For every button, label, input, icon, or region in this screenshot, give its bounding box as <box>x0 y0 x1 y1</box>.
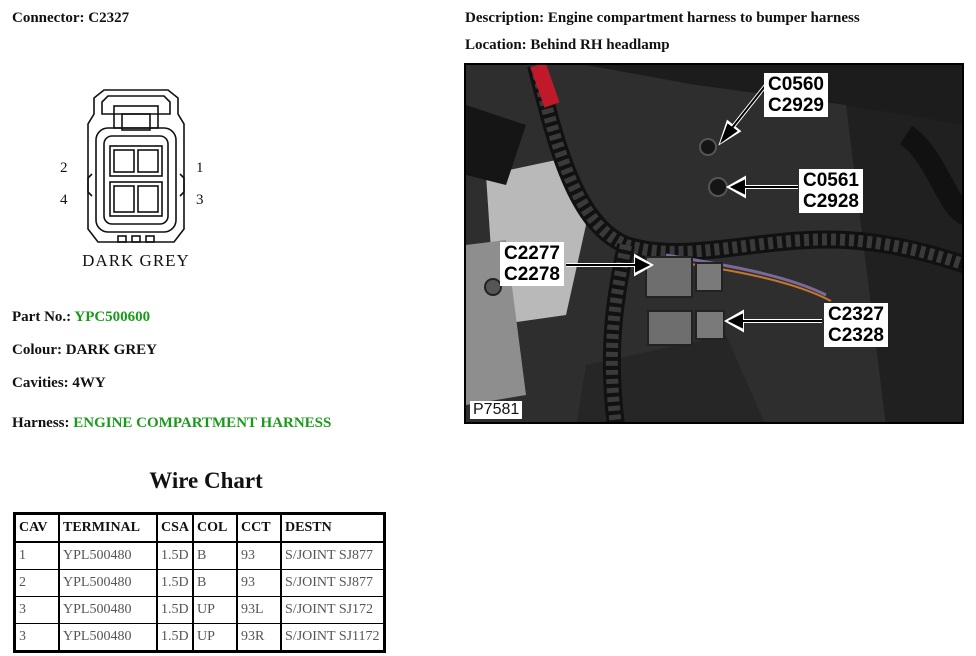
cell-col: UP <box>193 597 237 624</box>
wire-chart-table <box>13 512 386 653</box>
cavities-value: 4WY <box>72 375 106 391</box>
cell-cav: 3 <box>15 597 60 624</box>
cell-col: B <box>193 542 237 570</box>
cell-terminal: YPL500480 <box>59 597 157 624</box>
pin-label-4: 4 <box>60 192 68 208</box>
cell-cav: 3 <box>15 624 60 652</box>
cavities: Cavities: 4WY <box>12 375 106 391</box>
header-cav: CAV <box>15 514 60 543</box>
connector-id: C2327 <box>88 10 130 26</box>
pin-label-3: 3 <box>196 192 204 208</box>
description-value: Engine compartment harness to bumper harness <box>547 10 860 26</box>
diagram-colour-caption: DARK GREY <box>82 251 190 270</box>
connector-diagram <box>56 84 216 274</box>
pin-label-1: 1 <box>196 160 204 176</box>
cell-terminal: YPL500480 <box>59 570 157 597</box>
pin-label-2: 2 <box>60 160 68 176</box>
cell-cav: 1 <box>15 542 60 570</box>
table-row <box>15 570 385 597</box>
part-no-value: YPC500600 <box>74 309 151 325</box>
callout-c2327: C2327 C2328 <box>824 303 888 347</box>
callout-c0561: C0561 C2928 <box>799 169 863 213</box>
wire-chart-title: Wire Chart <box>149 468 263 493</box>
cell-cct: 93R <box>237 624 281 652</box>
cell-col: B <box>193 570 237 597</box>
colour: Colour: DARK GREY <box>12 342 158 358</box>
cell-destn: S/JOINT SJ172 <box>281 597 384 624</box>
cell-destn: S/JOINT SJ877 <box>281 570 384 597</box>
header-cct: CCT <box>237 514 281 543</box>
header-terminal: TERMINAL <box>59 514 157 543</box>
header-destn: DESTN <box>281 514 384 543</box>
callout-c0560: C0560 C2929 <box>764 73 828 117</box>
cell-csa: 1.5D <box>157 624 193 652</box>
cell-csa: 1.5D <box>157 597 193 624</box>
wire-chart-header-row <box>15 514 385 543</box>
cell-terminal: YPL500480 <box>59 542 157 570</box>
cell-cct: 93 <box>237 570 281 597</box>
colour-value: DARK GREY <box>65 342 158 358</box>
cell-cav: 2 <box>15 570 60 597</box>
part-no: Part No.: YPC500600 <box>12 309 151 325</box>
table-row <box>15 597 385 624</box>
connector-heading: Connector: C2327 <box>12 10 130 26</box>
photo-reference-id: P7581 <box>470 401 522 419</box>
cell-cct: 93L <box>237 597 281 624</box>
description-heading: Description: Engine compartment harness to bumper harness <box>465 10 860 26</box>
harness-value: ENGINE COMPARTMENT HARNESS <box>73 415 332 431</box>
cell-csa: 1.5D <box>157 570 193 597</box>
header-col: COL <box>193 514 237 543</box>
cell-cct: 93 <box>237 542 281 570</box>
cell-csa: 1.5D <box>157 542 193 570</box>
cell-terminal: YPL500480 <box>59 624 157 652</box>
harness: Harness: ENGINE COMPARTMENT HARNESS <box>12 415 332 431</box>
location-value: Behind RH headlamp <box>530 37 670 53</box>
cell-destn: S/JOINT SJ1172 <box>281 624 384 652</box>
cell-destn: S/JOINT SJ877 <box>281 542 384 570</box>
header-csa: CSA <box>157 514 193 543</box>
cell-col: UP <box>193 624 237 652</box>
location-photo <box>464 63 964 424</box>
location-heading: Location: Behind RH headlamp <box>465 37 670 53</box>
table-row <box>15 542 385 570</box>
callout-c2277: C2277 C2278 <box>500 242 564 286</box>
table-row <box>15 624 385 652</box>
